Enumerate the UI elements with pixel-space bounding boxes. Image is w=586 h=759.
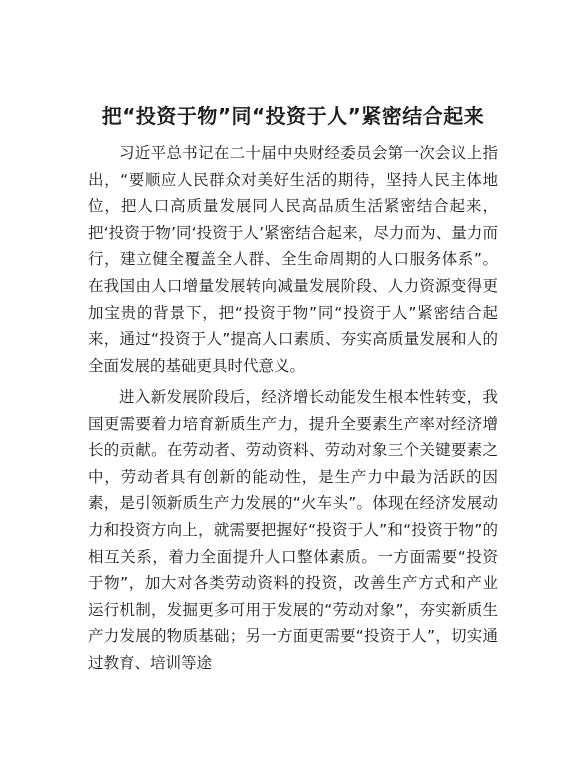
paragraph-2: 进入新发展阶段后，经济增长动能发生根本性转变，我国更需要着力培育新质生产力，提升全要素生产率对经济增长的贡献。在劳动者、劳动资料、劳动对象三个关键要素之中，劳动者具有创新的能动性，是生产力中最为活跃的因素，是引领新质生产力发展的“火车头”。体现在经济发展动力和投资方向上，就需要把握好“投资于人”和“投资于物”的相互关系，着力全面提升人口整体素质。一方面需要“投资于物”，加大对各类劳动资料的投资，改善生产方式和产业运行机制，发掘更多可用于发展的“劳动对象”，夯实新质生产力发展的物质基础；另一方面更需要“投资于人”，切实通过教育、培训等途 xyxy=(88,388,498,672)
paragraph-1: 习近平总书记在二十届中央财经委员会第一次会议上指出，“要顺应人民群众对美好生活的期待，坚持人民主体地位，把人口高质量发展同人民高品质生活紧密结合起来，把‘投资于物’同‘投资于人’紧密结合起来，尽力而为、量力而行，建立健全覆盖全人群、全生命周期的人口服务体系”。在我国由人口增量发展转向减量发展阶段、人力资源变得更加宝贵的背景下，把“投资于物”同“投资于人”紧密结合起来，通过“投资于人”提高人口素质、夯实高质量发展和人的全面发展的基础更具时代意义。 xyxy=(88,144,498,375)
document-title: 把“投资于物”同“投资于人”紧密结合起来 xyxy=(101,104,485,128)
